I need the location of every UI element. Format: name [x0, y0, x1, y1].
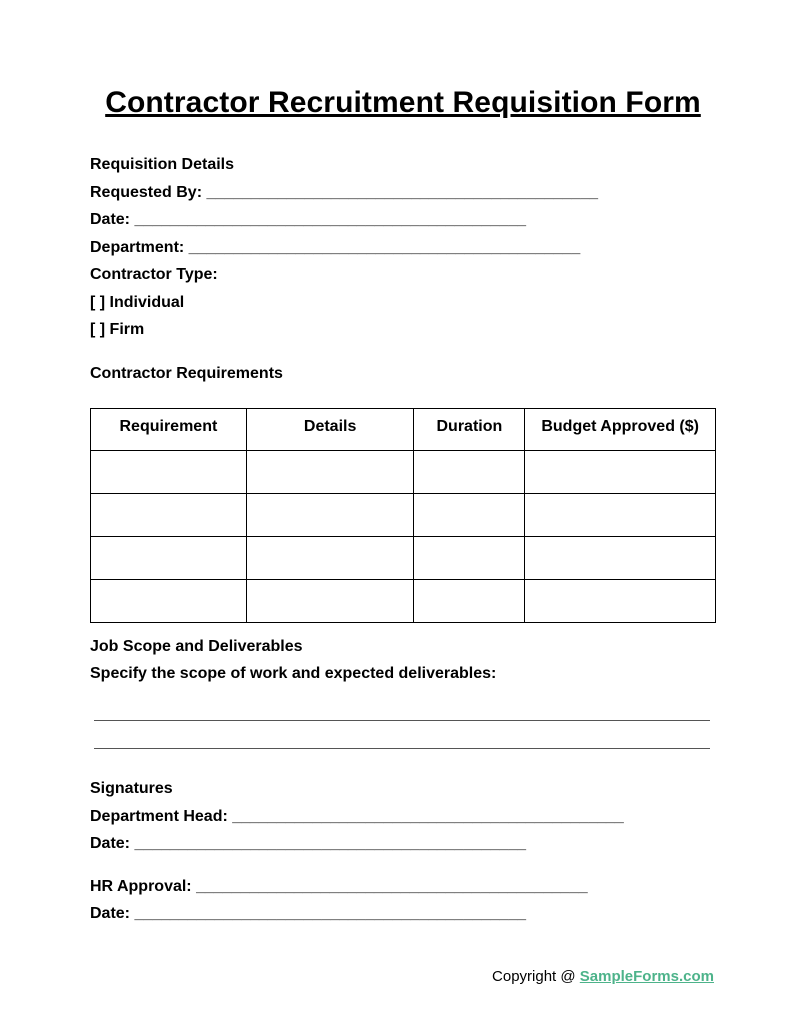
- scope-answer-line[interactable]: [94, 748, 710, 749]
- section-heading-requisition: Requisition Details: [90, 156, 235, 173]
- table-row: [91, 494, 716, 537]
- copyright-notice: [492, 968, 714, 985]
- column-header-details: Details: [246, 409, 414, 451]
- table-cell[interactable]: [246, 451, 414, 494]
- requested-by-field[interactable]: Requested By: ____________________________________________: [90, 184, 598, 201]
- table-cell[interactable]: [246, 494, 414, 537]
- column-header-duration: Duration: [414, 409, 525, 451]
- table-cell[interactable]: [91, 537, 247, 580]
- table-cell[interactable]: [91, 494, 247, 537]
- department-field[interactable]: Department: ____________________________________________: [90, 239, 581, 256]
- table-row: [91, 451, 716, 494]
- table-cell[interactable]: [414, 537, 525, 580]
- table-cell[interactable]: [414, 580, 525, 623]
- department-head-date-field[interactable]: Date: ____________________________________________: [90, 835, 526, 852]
- copyright-prefix: Copyright @: [492, 968, 580, 985]
- brand-link[interactable]: SampleForms.com: [579, 968, 714, 985]
- scope-answer-line[interactable]: [94, 720, 710, 721]
- hr-approval-date-field[interactable]: Date: ____________________________________________: [90, 905, 526, 922]
- department-head-signature-field[interactable]: Department Head: ____________________________________________: [90, 808, 624, 825]
- table-cell[interactable]: [414, 494, 525, 537]
- requirements-table: [90, 408, 716, 623]
- page-title: Contractor Recruitment Requisition Form: [105, 86, 701, 119]
- checkbox-individual[interactable]: [ ] Individual: [90, 294, 185, 311]
- section-heading-signatures: Signatures: [90, 780, 173, 797]
- table-row: [91, 580, 716, 623]
- column-header-budget: Budget Approved ($): [525, 409, 716, 451]
- contractor-type-label: Contractor Type:: [90, 266, 218, 283]
- table-cell[interactable]: [246, 537, 414, 580]
- table-row: [91, 537, 716, 580]
- date-field[interactable]: Date: ____________________________________________: [90, 211, 526, 228]
- table-cell[interactable]: [525, 494, 716, 537]
- table-cell[interactable]: [525, 451, 716, 494]
- hr-approval-signature-field[interactable]: HR Approval: ____________________________________________: [90, 878, 588, 895]
- section-heading-scope: Job Scope and Deliverables: [90, 638, 303, 655]
- column-header-requirement: Requirement: [91, 409, 247, 451]
- checkbox-firm[interactable]: [ ] Firm: [90, 321, 145, 338]
- table-cell[interactable]: [246, 580, 414, 623]
- table-cell[interactable]: [91, 451, 247, 494]
- table-cell[interactable]: [414, 451, 525, 494]
- table-header-row: [91, 409, 716, 451]
- table-cell[interactable]: [525, 580, 716, 623]
- scope-prompt: Specify the scope of work and expected deliverables:: [90, 665, 497, 682]
- table-cell[interactable]: [91, 580, 247, 623]
- table-cell[interactable]: [525, 537, 716, 580]
- section-heading-requirements: Contractor Requirements: [90, 365, 283, 382]
